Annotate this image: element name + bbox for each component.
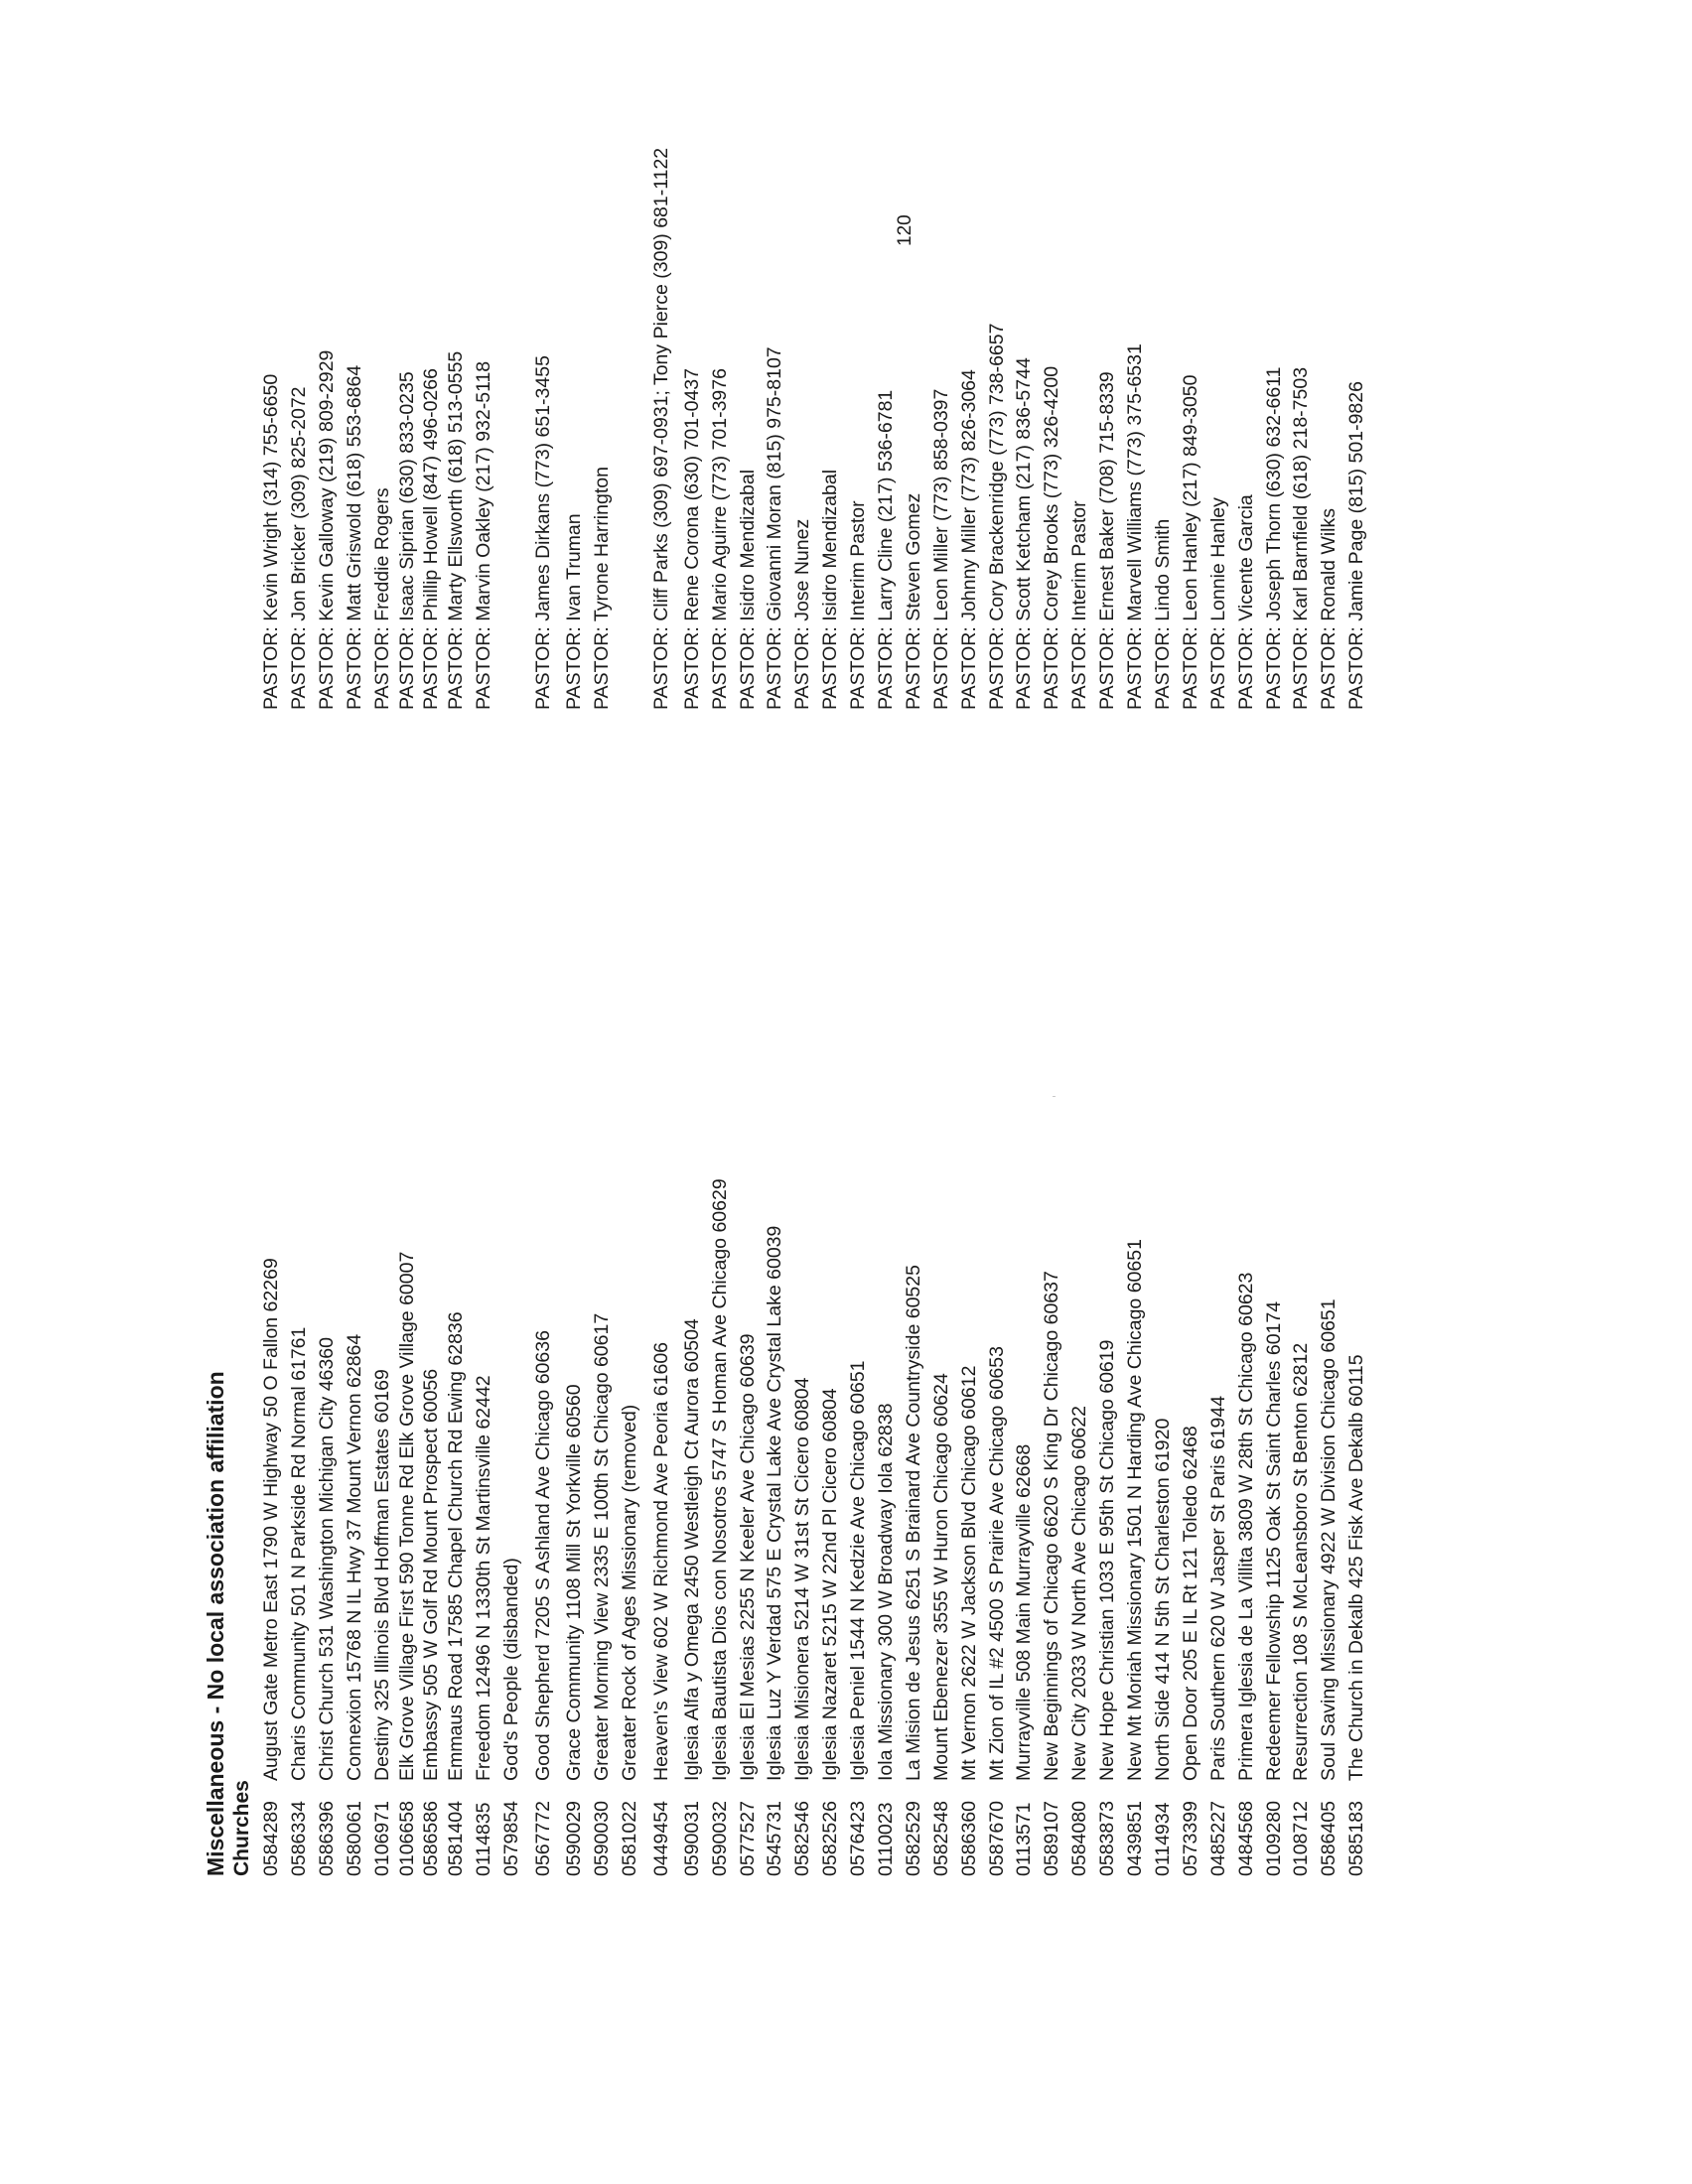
church-id: 0484568 [1234,1801,1257,1876]
church-id: 0114934 [1151,1802,1174,1876]
church-name-address: Connexion 15768 N IL Hwy 37 Mount Vernon 62864 [343,1333,365,1781]
church-name-address: Paris Southern 620 W Jasper St Paris 61944 [1206,1395,1229,1781]
church-id: 0113571 [1013,1802,1036,1876]
church-id: 0581404 [445,1801,468,1876]
church-name-address: Mt Zion of IL #2 4500 S Prairie Ave Chicago 60653 [985,1346,1008,1781]
church-id: 0584289 [260,1801,282,1876]
church-id: 0587670 [985,1801,1008,1876]
church-id: 0582526 [819,1801,842,1876]
church-pastor: PASTOR: Matt Griswold (618) 553-6864 [343,364,365,710]
church-name-address: Iglesia El Mesias 2255 N Keeler Ave Chicago 60639 [736,1333,759,1781]
church-id: 0582546 [791,1801,814,1876]
church-pastor: PASTOR: Ivan Truman [563,513,586,710]
church-id: 0110023 [875,1802,898,1876]
church-id: 0586396 [315,1801,338,1876]
church-name-address: Destiny 325 Illinois Blvd Hoffman Estates 60169 [370,1369,393,1781]
church-pastor: PASTOR: Marty Ellsworth (618) 513-0555 [445,350,468,710]
church-name-address: La Mision de Jesus 6251 S Brainard Ave Countryside 60525 [902,1265,924,1781]
church-name-address: Iglesia Alfa y Omega 2450 Westleigh Ct Aurora 60504 [680,1318,703,1781]
church-pastor: PASTOR: Kevin Wright (314) 755-6650 [260,373,282,710]
scan-speck [1053,1096,1056,1097]
church-pastor: PASTOR: Interim Pastor [1068,500,1091,710]
church-pastor: PASTOR: Scott Ketcham (217) 836-5744 [1013,357,1036,710]
church-pastor: PASTOR: Tyrone Harrington [591,467,614,710]
church-id: 0106658 [396,1801,419,1876]
church-id: 0581022 [618,1801,640,1876]
church-pastor: PASTOR: Johnny Miller (773) 826-3064 [957,369,980,710]
church-pastor: PASTOR: Jose Nunez [791,518,814,710]
church-id: 0567772 [532,1801,555,1876]
church-name-address: Emmaus Road 17585 Chapel Church Rd Ewing 62836 [445,1311,468,1781]
church-pastor: PASTOR: Jon Bricker (309) 825-2072 [287,386,310,710]
church-pastor: PASTOR: Ronald Wilks [1318,508,1340,710]
church-pastor: PASTOR: Joseph Thorn (630) 632-6611 [1262,366,1285,710]
church-id: 0586334 [287,1801,310,1876]
church-id: 0586405 [1318,1801,1340,1876]
church-id: 0590031 [680,1801,703,1876]
church-name-address: Christ Church 531 Washington Michigan City 46360 [315,1337,338,1781]
church-id: 0573399 [1179,1801,1201,1876]
church-id: 0108712 [1290,1801,1313,1876]
church-pastor: PASTOR: Isaac Siprian (630) 833-0235 [396,371,419,710]
church-name-address: Iglesia Nazaret 5215 W 22nd Pl Cicero 60804 [819,1388,842,1781]
church-name-address: Iglesia Luz Y Verdad 575 E Crystal Lake Ave Crystal Lake 60039 [764,1225,786,1781]
church-pastor: PASTOR: Leon Hanley (217) 849-3050 [1179,374,1201,710]
church-id: 0590032 [708,1801,731,1876]
church-id: 0109280 [1262,1801,1285,1876]
church-name-address: The Church in Dekalb 425 Fisk Ave Dekalb 60115 [1345,1354,1368,1781]
church-pastor: PASTOR: Phillip Howell (847) 496-0266 [419,368,442,710]
church-pastor: PASTOR: Leon Miller (773) 858-0397 [929,388,952,710]
church-name-address: Iglesia Misionera 5214 W 31st St Cicero 60804 [791,1377,814,1781]
church-pastor: PASTOR: Kevin Galloway (219) 809-2929 [315,349,338,710]
page-number: 120 [895,214,916,246]
church-name-address: Greater Rock of Ages Missionary (removed) [618,1404,640,1781]
church-pastor: PASTOR: Vicente Garcia [1234,494,1257,710]
church-name-address: Greater Morning View 2335 E 100th St Chicago 60617 [591,1312,614,1781]
church-id: 0586360 [957,1801,980,1876]
church-name-address: New Beginnings of Chicago 6620 S King Dr Chicago 60637 [1041,1271,1063,1781]
church-name-address: Good Shepherd 7205 S Ashland Ave Chicago 60636 [532,1330,555,1781]
church-pastor: PASTOR: Cory Brackenridge (773) 738-6657 [985,323,1008,710]
church-name-address: Resurrection 108 S McLeansboro St Benton 62812 [1290,1342,1313,1781]
church-name-address: Redeemer Fellowship 1125 Oak St Saint Charles 60174 [1262,1300,1285,1781]
church-id: 0577527 [736,1801,759,1876]
church-name-address: Soul Saving Missionary 4922 W Division Chicago 60651 [1318,1298,1340,1781]
church-pastor: PASTOR: Marvin Oakley (217) 932-5118 [473,360,495,710]
church-id: 0585183 [1345,1801,1368,1876]
church-name-address: Mount Ebenezer 3555 W Huron Chicago 60624 [929,1373,952,1781]
church-id: 0580061 [343,1801,365,1876]
church-id: 0485227 [1206,1801,1229,1876]
church-name-address: Heaven's View 602 W Richmond Ave Peoria 61606 [649,1341,672,1781]
church-name-address: Primera Iglesia de La Villita 3809 W 28th St Chicago 60623 [1234,1272,1257,1781]
church-pastor: PASTOR: Interim Pastor [847,500,870,710]
church-name-address: Iola Missionary 300 W Broadway Iola 62838 [875,1403,898,1781]
church-pastor: PASTOR: Mario Aguirre (773) 701-3976 [708,368,731,710]
church-id: 0590029 [563,1801,586,1876]
church-pastor: PASTOR: Isidro Mendizabal [736,469,759,710]
church-id: 0449454 [649,1801,672,1876]
church-name-address: Charis Community 501 N Parkside Rd Normal 61761 [287,1326,310,1781]
church-pastor: PASTOR: Ernest Baker (708) 715-8339 [1096,371,1119,710]
church-name-address: Grace Community 1108 Mill St Yorkville 60560 [563,1384,586,1781]
church-id: 0582548 [929,1801,952,1876]
church-pastor: PASTOR: Lonnie Hanley [1206,497,1229,710]
church-pastor: PASTOR: Isidro Mendizabal [819,469,842,710]
church-pastor: PASTOR: Lindo Smith [1151,518,1174,710]
church-pastor: PASTOR: Marvell Williams (773) 375-6531 [1124,343,1147,710]
church-name-address: New City 2033 W North Ave Chicago 60622 [1068,1406,1091,1781]
church-pastor: PASTOR: James Dirkans (773) 651-3455 [532,355,555,710]
church-id: 0579854 [500,1801,523,1876]
church-name-address: New Hope Christian 1033 E 95th St Chicago 60619 [1096,1339,1119,1781]
church-pastor: PASTOR: Steven Gomez [902,492,924,710]
church-pastor: PASTOR: Giovanni Moran (815) 975-8107 [764,346,786,710]
church-name-address: New Mt Moriah Missionary 1501 N Harding Ave Chicago 60651 [1124,1239,1147,1781]
church-id: 0583873 [1096,1801,1119,1876]
section-subtitle: Churches [230,1780,253,1876]
church-name-address: Mt Vernon 2622 W Jackson Blvd Chicago 60612 [957,1365,980,1781]
church-name-address: God's People (disbanded) [500,1558,523,1781]
church-name-address: Iglesia Peniel 1544 N Kedzie Ave Chicago 60651 [847,1360,870,1781]
church-pastor: PASTOR: Freddie Rogers [370,487,393,710]
church-pastor: PASTOR: Cliff Parks (309) 697-0931; Tony Pierce (309) 681-1122 [649,147,672,710]
church-pastor: PASTOR: Corey Brooks (773) 326-4200 [1041,365,1063,710]
church-name-address: August Gate Metro East 1790 W Highway 50 O Fallon 62269 [260,1258,282,1781]
church-id: 0582529 [902,1801,924,1876]
church-id: 0439851 [1124,1801,1147,1876]
church-id: 0545731 [764,1801,786,1876]
section-title: Miscellaneous - No local association affiliation [203,1371,228,1876]
church-name-address: Elk Grove Village First 590 Tonne Rd Elk Grove Village 60007 [396,1251,419,1781]
church-id: 0106971 [370,1801,393,1876]
church-name-address: Murrayville 508 Main Murrayville 62668 [1013,1443,1036,1781]
church-name-address: Iglesia Bautista Dios con Nosotros 5747 S Homan Ave Chicago 60629 [708,1178,731,1781]
church-id: 0576423 [847,1801,870,1876]
church-pastor: PASTOR: Jamie Page (815) 501-9826 [1345,381,1368,710]
church-id: 0589107 [1041,1801,1063,1876]
church-name-address: Freedom 12496 N 1330th St Martinsville 62442 [473,1375,495,1781]
church-id: 0114835 [473,1802,495,1876]
church-name-address: Open Door 205 E IL Rt 121 Toledo 62468 [1179,1426,1201,1781]
church-id: 0584080 [1068,1801,1091,1876]
church-name-address: Embassy 505 W Golf Rd Mount Prospect 60056 [419,1368,442,1781]
church-pastor: PASTOR: Rene Corona (630) 701-0437 [680,368,703,710]
church-pastor: PASTOR: Karl Barnfield (618) 218-7503 [1290,366,1313,710]
church-name-address: North Side 414 N 5th St Charleston 61920 [1151,1418,1174,1781]
church-id: 0590030 [591,1801,614,1876]
church-pastor: PASTOR: Larry Cline (217) 536-6781 [875,389,898,710]
church-id: 0586586 [419,1801,442,1876]
